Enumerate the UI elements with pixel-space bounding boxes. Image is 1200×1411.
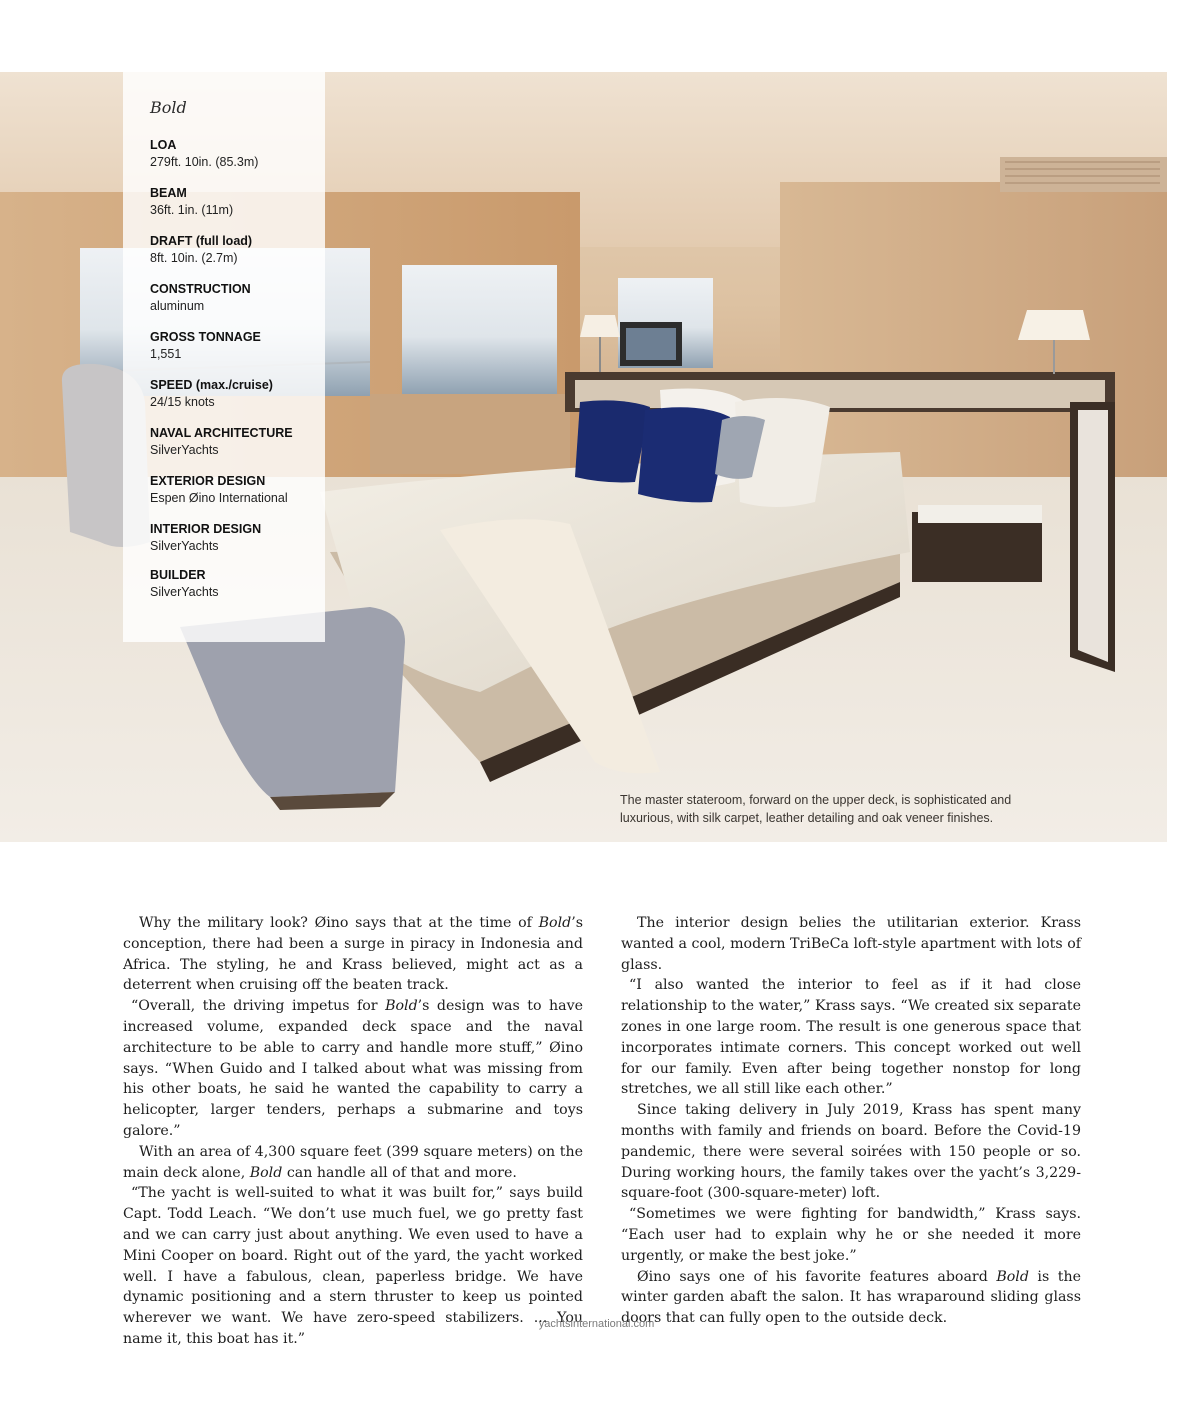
spec-value: 279ft. 10in. (85.3m) [150,155,259,169]
spec-label: GROSS TONNAGE [150,330,261,344]
article-column-left [123,913,583,1350]
photo-caption: The master stateroom, forward on the upper deck, is sophisticated and luxurious, with silk carpet, leather detailing and oak veneer finishes. [620,793,1012,825]
article-column-right [621,913,1081,1329]
spec-label: INTERIOR DESIGN [150,522,262,536]
paragraph: “I also wanted the interior to feel as if it had close relationship to the water,” Krass says. “We created six separate zones in one large room. The result is one generous space that incorporates intimate corners. This concept worked out well for our family. Even after being together nonstop for long stretches, we all still like each other.” [621,977,1081,1098]
spec-gross-tonnage [150,329,325,363]
spec-loa [150,137,325,171]
spec-value: SilverYachts [150,539,219,553]
spec-interior-design [150,521,325,555]
spec-value: 1,551 [150,347,182,361]
table-lamp [580,315,620,337]
yacht-name: Bold [150,98,187,117]
spec-value: SilverYachts [150,443,219,457]
paragraph: Why the military look? Øino says that at the time of Bold’s conception, there had been a surge in piracy in Indonesia and Africa. The styling, he and Krass believed, might act as a deterrent when cruising off the beaten track. [123,915,583,994]
spec-builder [150,567,325,601]
spec-label: CONSTRUCTION [150,282,251,296]
spec-value: aluminum [150,299,205,313]
spec-value: 36ft. 1in. (11m) [150,203,234,217]
spec-exterior-design [150,473,325,507]
paragraph: Øino says one of his favorite features aboard Bold is the winter garden abaft the salon. It has wraparound sliding glass doors that can fully open to the outside deck. [621,1268,1082,1327]
spec-speed [150,377,325,411]
spec-label: BUILDER [150,568,206,582]
spec-value: SilverYachts [150,585,219,599]
spec-naval-architecture [150,425,325,459]
spec-construction [150,281,325,315]
spec-draft [150,233,325,267]
specs-panel [123,72,325,642]
paragraph: The interior design belies the utilitarian exterior. Krass wanted a cool, modern TriBeCa loft-style apartment with lots of glass. [621,915,1081,973]
spec-label: DRAFT (full load) [150,234,253,248]
spec-label: BEAM [150,186,187,200]
spec-label: SPEED (max./cruise) [150,378,273,392]
window [402,265,557,395]
spec-beam [150,185,325,219]
spec-label: NAVAL ARCHITECTURE [150,426,293,440]
paragraph: “The yacht is well-suited to what it was built for,” says build Capt. Todd Leach. “We don’t use much fuel, we go pretty fast and we can carry just about anything. We even used to have a Mini Cooper on board. Right out of the yard, the yacht worked well. I have a fabulous, clean, paperless bridge. We have dynamic positioning and a stern thruster to keep us pointed wherever we want. We have zero-speed stabilizers. ... You name it, this boat has it.” [123,1185,583,1347]
paragraph: With an area of 4,300 square feet (399 square meters) on the main deck alone, Bold can handle all of that and more. [123,1143,583,1181]
paragraph: “Overall, the driving impetus for Bold’s design was to have increased volume, expanded deck space and the naval architecture to be able to carry and handle more stuff,” Øino says. “When Guido and I talked about what was missing from his other boats, he said he wanted the capability to carry a helicopter, larger tenders, perhaps a submarine and toys galore.” [123,998,583,1139]
table-lamp [1018,310,1090,340]
spec-label: LOA [150,138,177,152]
credenza [370,394,570,474]
spec-value: 24/15 knots [150,395,215,409]
spec-value: 8ft. 10in. (2.7m) [150,251,238,265]
spec-value: Espen Øino International [150,491,288,505]
paragraph: Since taking delivery in July 2019, Krass has spent many months with family and friends on board. Before the Covid-19 pandemic, there were several soirées with 150 people or so. During working hours, the family takes over the yacht’s 3,229-square-foot (300-square-meter) loft. [621,1102,1081,1202]
spec-label: EXTERIOR DESIGN [150,474,266,488]
paragraph: “Sometimes we were fighting for bandwidth,” Krass says. “Each user had to explain why he or she needed it more urgently, or make the best joke.” [621,1206,1081,1264]
footer-url[interactable]: yachtsinternational.com [538,1318,655,1330]
